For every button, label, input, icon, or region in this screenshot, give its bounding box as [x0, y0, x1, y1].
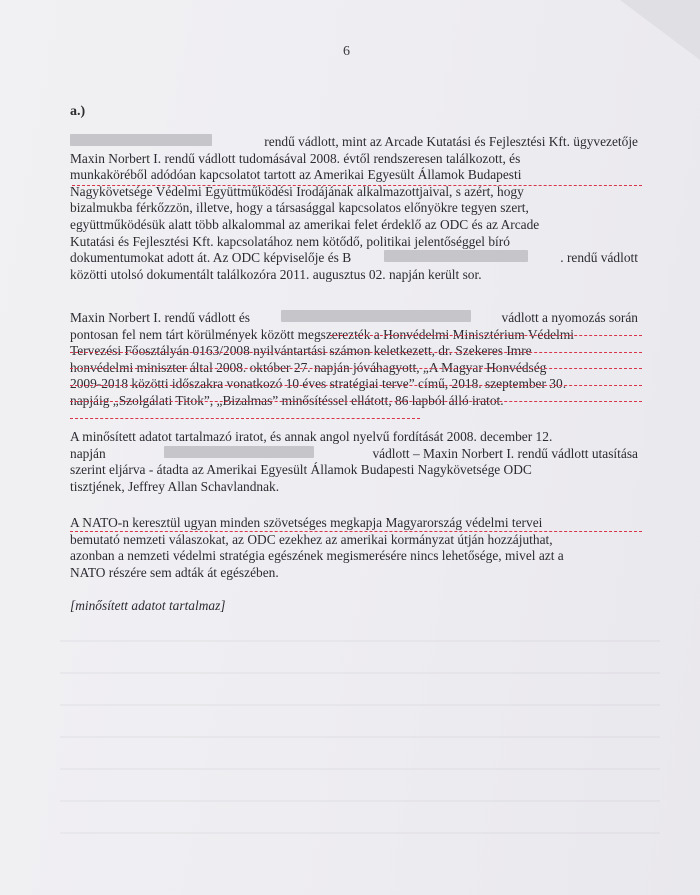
text-line: [70, 462, 638, 479]
paragraph-4: [70, 515, 638, 581]
text-segment: Tervezési Főosztályán 0163/2008 nyilvántartási számon keletkezett, dr. Szekeres Imre: [70, 343, 532, 359]
text-line: [70, 565, 638, 582]
text-line: [70, 515, 638, 532]
classified-note: [minősített adatot tartalmaz]: [70, 598, 226, 613]
text-line: [70, 479, 638, 496]
bleed-through-mark: [60, 768, 660, 770]
paragraph-2: [70, 310, 638, 410]
text-segment: dokumentumokat adott át. Az ODC képviselője és B: [70, 250, 352, 266]
text-segment: együttműködésük alatt több alkalommal az amerikai felet érdeklő az ODC és az Arcade: [70, 216, 540, 232]
text-line: [70, 234, 638, 251]
page-corner-shadow: [620, 0, 700, 60]
text-line: [70, 310, 638, 327]
paragraph-3: [70, 429, 638, 495]
paragraph-1: [70, 134, 638, 283]
text-segment: honvédelmi miniszter által 2008. október 27. napján jóváhagyott, „A Magyar Honvédség: [70, 359, 547, 375]
text-line: [70, 217, 638, 234]
annotation-underline: [70, 531, 642, 532]
text-segment: közötti utolsó dokumentált találkozóra 2011. augusztus 02. napján került sor.: [70, 266, 482, 282]
text-segment: Maxin Norbert I. rendű vádlott és: [70, 310, 250, 325]
text-line: [70, 200, 638, 217]
text-segment: NATO részére sem adták át egészében.: [70, 564, 279, 580]
text-segment: napjáig „Szolgálati Titok”, „Bizalmas” minősítéssel ellátott, 86 lapból álló iratot.: [70, 392, 504, 408]
bleed-through-mark: [60, 672, 660, 674]
text-segment: vádlott – Maxin Norbert I. rendű vádlott utasítása: [372, 445, 638, 461]
text-segment: azonban a nemzeti védelmi stratégia egészének megismerésére nincs lehetősége, mivel azt a: [70, 548, 564, 564]
text-segment: bemutató nemzeti válaszokat, az ODC ezekhez az amerikai kormányzat útján hozzájuthat,: [70, 531, 553, 547]
text-line: [70, 446, 638, 463]
annotation-underline: [330, 335, 642, 336]
text-segment: A minősített adatot tartalmazó iratot, és annak angol nyelvű fordítását 2008. december 12.: [70, 429, 553, 444]
annotation-underline: [70, 352, 642, 353]
bleed-through-mark: [60, 832, 660, 834]
text-segment: Kutatási és Fejlesztési Kft. kapcsolatához nem kötődő, politikai jelentőséggel bíró: [70, 233, 510, 249]
text-segment: rendű vádlott, mint az Arcade Kutatási és Fejlesztési Kft. ügyvezetője: [264, 134, 638, 149]
bleed-through-mark: [60, 736, 660, 738]
text-segment: napján: [70, 445, 106, 461]
redaction-block: [281, 310, 471, 322]
text-line: [70, 429, 638, 446]
page-number: 6: [343, 44, 350, 59]
redaction-block: [164, 446, 314, 458]
text-line: [70, 267, 638, 284]
annotation-underline: [70, 385, 642, 386]
text-segment: vádlott a nyomozás során: [501, 310, 638, 325]
annotation-underline: [70, 401, 642, 402]
bleed-through-mark: [60, 800, 660, 802]
text-line: [70, 532, 638, 549]
text-segment: A NATO-n keresztül ugyan minden szövetséges megkapja Magyarország védelmi tervei: [70, 515, 543, 530]
text-line: [70, 151, 638, 168]
annotation-underline: [70, 418, 420, 419]
text-segment: 2009-2018 közötti időszakra vonatkozó 10 éves stratégiai terve” című, 2018. szeptember 30.: [70, 376, 567, 392]
text-line: [70, 250, 638, 267]
redaction-block: [384, 250, 528, 262]
text-line: [70, 167, 638, 184]
text-segment: bizalmukba férkőzzön, illetve, hogy a társasággal kapcsolatos előnyökre tegyen szert,: [70, 200, 529, 216]
text-segment: Maxin Norbert I. rendű vádlott tudomásával 2008. évtől rendszeresen találkozott, és: [70, 150, 521, 166]
bleed-through-mark: [60, 640, 660, 642]
text-segment: szerint eljárva - átadta az Amerikai Egyesült Államok Budapesti Nagykövetsége ODC: [70, 462, 532, 478]
text-line: [70, 548, 638, 565]
text-line: [70, 134, 638, 151]
text-segment: . rendű vádlott: [560, 250, 638, 266]
text-segment: Nagykövetsége Védelmi Együttműködési Irodájának alkalmazottjaival, s azért, hogy: [70, 183, 524, 199]
bleed-through-mark: [60, 704, 660, 706]
redaction-block: [70, 134, 212, 146]
text-segment: munkaköréből adódóan kapcsolatot tartott az Amerikai Egyesült Államok Budapesti: [70, 167, 522, 183]
text-segment: tisztjének, Jeffrey Allan Schavlandnak.: [70, 478, 280, 494]
annotation-underline: [70, 368, 642, 369]
text-line: [70, 184, 638, 201]
section-heading: a.): [70, 104, 86, 119]
annotation-underline: [72, 185, 642, 186]
text-segment: pontosan fel nem tárt körülmények között megszerezték a Honvédelmi Minisztérium Védelmi: [70, 326, 574, 342]
